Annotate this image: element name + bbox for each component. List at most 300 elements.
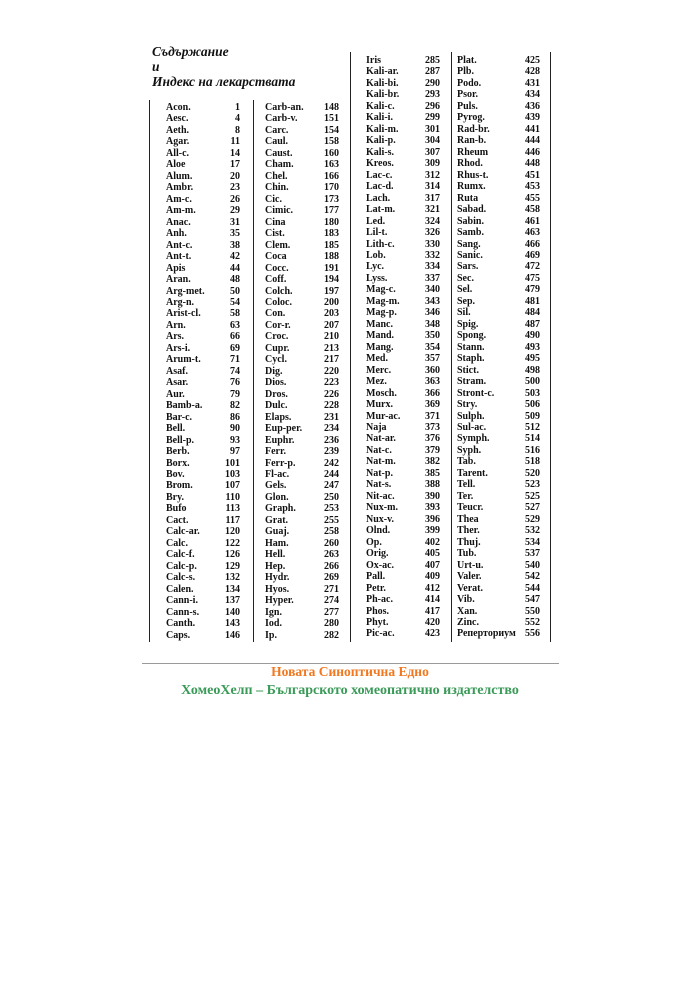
page-number: 490 bbox=[525, 330, 540, 342]
index-row bbox=[166, 515, 240, 526]
page-number: 414 bbox=[425, 594, 440, 606]
page-number: 154 bbox=[324, 124, 339, 136]
page-number: 258 bbox=[324, 526, 339, 538]
page-number: 217 bbox=[324, 354, 339, 366]
remedy-name: Op. bbox=[366, 536, 382, 548]
index-row bbox=[457, 227, 540, 238]
page-number: 357 bbox=[425, 353, 440, 365]
index-row bbox=[457, 468, 540, 479]
remedy-name: Hell. bbox=[265, 549, 286, 561]
index-row bbox=[457, 55, 540, 66]
remedy-name: Arn. bbox=[166, 319, 186, 331]
page-number: 540 bbox=[525, 559, 540, 571]
page-number: 226 bbox=[324, 388, 339, 400]
index-row bbox=[265, 492, 339, 503]
remedy-name: Asaf. bbox=[166, 365, 188, 377]
page-number: 455 bbox=[525, 192, 540, 204]
page-number: 396 bbox=[425, 513, 440, 525]
remedy-name: Stront-c. bbox=[457, 387, 495, 399]
remedy-name: Coff. bbox=[265, 274, 287, 286]
index-row bbox=[265, 125, 339, 136]
page-number: 402 bbox=[425, 536, 440, 548]
page-number: 191 bbox=[324, 262, 339, 274]
index-row bbox=[366, 158, 440, 169]
page-number: 50 bbox=[230, 285, 240, 297]
page-number: 134 bbox=[225, 583, 240, 595]
remedy-name: Cycl. bbox=[265, 354, 287, 366]
remedy-name: Coloc. bbox=[265, 296, 292, 308]
index-row bbox=[457, 216, 540, 227]
remedy-name: Merc. bbox=[366, 364, 392, 376]
page-number: 317 bbox=[425, 192, 440, 204]
page-number: 129 bbox=[225, 560, 240, 572]
index-row bbox=[457, 479, 540, 490]
index-row bbox=[265, 343, 339, 354]
index-row bbox=[166, 412, 240, 423]
page-number: 552 bbox=[525, 616, 540, 628]
remedy-name: Anac. bbox=[166, 216, 191, 228]
index-row bbox=[166, 159, 240, 170]
index-row bbox=[265, 366, 339, 377]
page-number: 506 bbox=[525, 399, 540, 411]
remedy-name: Valer. bbox=[457, 571, 482, 583]
footer-title: Новата Синоптична Едно bbox=[271, 664, 429, 679]
page-number: 8 bbox=[235, 124, 240, 136]
remedy-name: Ant-t. bbox=[166, 251, 192, 263]
page-number: 466 bbox=[525, 238, 540, 250]
page-number: 439 bbox=[525, 112, 540, 124]
page-number: 312 bbox=[425, 169, 440, 181]
index-row bbox=[366, 66, 440, 77]
remedy-name: Acon. bbox=[166, 102, 191, 113]
index-row bbox=[265, 595, 339, 606]
index-row bbox=[265, 503, 339, 514]
page-number: 269 bbox=[324, 572, 339, 584]
remedy-name: Sec. bbox=[457, 272, 474, 284]
index-row bbox=[366, 491, 440, 502]
remedy-name: Puls. bbox=[457, 100, 478, 112]
index-row bbox=[366, 135, 440, 146]
index-row bbox=[166, 469, 240, 480]
page-number: 122 bbox=[225, 537, 240, 549]
remedy-name: Calc. bbox=[166, 537, 188, 549]
index-row bbox=[457, 112, 540, 123]
remedy-name: Cann-s. bbox=[166, 606, 200, 618]
page-number: 101 bbox=[225, 457, 240, 469]
page-number: 453 bbox=[525, 181, 540, 193]
remedy-name: Pall. bbox=[366, 571, 386, 583]
index-column-2 bbox=[265, 102, 339, 641]
remedy-name: Aloe bbox=[166, 159, 186, 171]
index-row bbox=[366, 548, 440, 559]
index-row bbox=[366, 376, 440, 387]
index-row bbox=[366, 296, 440, 307]
index-row bbox=[265, 389, 339, 400]
index-row bbox=[166, 343, 240, 354]
page-number: 417 bbox=[425, 605, 440, 617]
remedy-name: Stann. bbox=[457, 341, 485, 353]
page-number: 42 bbox=[230, 251, 240, 263]
remedy-name: All-c. bbox=[166, 147, 190, 159]
remedy-name: Iris bbox=[366, 55, 381, 66]
page-number: 547 bbox=[525, 594, 540, 606]
remedy-name: Tell. bbox=[457, 479, 476, 491]
remedy-name: Nat-m. bbox=[366, 456, 396, 468]
index-row bbox=[457, 606, 540, 617]
index-row bbox=[457, 617, 540, 628]
index-row bbox=[366, 170, 440, 181]
page-number: 366 bbox=[425, 387, 440, 399]
remedy-name: Tub. bbox=[457, 548, 477, 560]
page-number: 363 bbox=[425, 376, 440, 388]
page-number: 250 bbox=[324, 491, 339, 503]
index-column-1 bbox=[166, 102, 240, 641]
page-number: 354 bbox=[425, 341, 440, 353]
page-number: 213 bbox=[324, 342, 339, 354]
index-row bbox=[166, 400, 240, 411]
page-number: 137 bbox=[225, 595, 240, 607]
page-number: 360 bbox=[425, 364, 440, 376]
page-number: 107 bbox=[225, 480, 240, 492]
page-number: 183 bbox=[324, 228, 339, 240]
remedy-name: Реперториум bbox=[457, 628, 516, 640]
index-row bbox=[366, 101, 440, 112]
remedy-name: Arum-t. bbox=[166, 354, 201, 366]
index-row bbox=[366, 124, 440, 135]
page-number: 346 bbox=[425, 307, 440, 319]
page-number: 529 bbox=[525, 513, 540, 525]
index-row bbox=[366, 445, 440, 456]
remedy-name: Plb. bbox=[457, 66, 474, 78]
remedy-name: Ars-i. bbox=[166, 342, 191, 354]
remedy-name: Aran. bbox=[166, 274, 191, 286]
page-number: 82 bbox=[230, 400, 240, 412]
remedy-name: Ign. bbox=[265, 606, 282, 618]
remedy-name: Hyos. bbox=[265, 583, 290, 595]
index-row bbox=[457, 422, 540, 433]
page-number: 301 bbox=[425, 123, 440, 135]
index-row bbox=[457, 537, 540, 548]
page-number: 314 bbox=[425, 181, 440, 193]
remedy-name: Psor. bbox=[457, 89, 479, 101]
page-number: 425 bbox=[525, 55, 540, 66]
page-number: 140 bbox=[225, 606, 240, 618]
page-number: 409 bbox=[425, 571, 440, 583]
remedy-name: Rhus-t. bbox=[457, 169, 489, 181]
index-row bbox=[457, 502, 540, 513]
remedy-name: Mur-ac. bbox=[366, 410, 401, 422]
page-number: 266 bbox=[324, 560, 339, 572]
index-row bbox=[366, 399, 440, 410]
page-number: 498 bbox=[525, 364, 540, 376]
index-row bbox=[457, 411, 540, 422]
page-number: 210 bbox=[324, 331, 339, 343]
page-number: 332 bbox=[425, 249, 440, 261]
page-number: 35 bbox=[230, 228, 240, 240]
index-row bbox=[366, 433, 440, 444]
page-number: 23 bbox=[230, 182, 240, 194]
page-number: 376 bbox=[425, 433, 440, 445]
index-row bbox=[366, 147, 440, 158]
page-number: 434 bbox=[525, 89, 540, 101]
index-row bbox=[265, 228, 339, 239]
remedy-name: Nat-p. bbox=[366, 467, 393, 479]
index-row bbox=[166, 308, 240, 319]
remedy-name: Lil-t. bbox=[366, 227, 388, 239]
column-divider-left bbox=[149, 100, 150, 642]
index-row bbox=[265, 102, 339, 113]
remedy-name: Ars. bbox=[166, 331, 185, 343]
index-row bbox=[457, 101, 540, 112]
remedy-name: Phyt. bbox=[366, 616, 389, 628]
remedy-name: Pyrog. bbox=[457, 112, 485, 124]
remedy-name: Elaps. bbox=[265, 411, 292, 423]
remedy-name: Am-m. bbox=[166, 205, 196, 217]
remedy-name: Dros. bbox=[265, 388, 288, 400]
index-row bbox=[366, 468, 440, 479]
index-row bbox=[265, 194, 339, 205]
remedy-name: Stram. bbox=[457, 376, 487, 388]
index-row bbox=[265, 412, 339, 423]
page-number: 263 bbox=[324, 549, 339, 561]
remedy-name: Guaj. bbox=[265, 526, 290, 538]
page-number: 479 bbox=[525, 284, 540, 296]
index-row bbox=[366, 55, 440, 66]
remedy-name: Cact. bbox=[166, 514, 189, 526]
page-number: 185 bbox=[324, 239, 339, 251]
index-row bbox=[457, 514, 540, 525]
remedy-name: Urt-u. bbox=[457, 559, 484, 571]
remedy-name: Lob. bbox=[366, 249, 386, 261]
page-number: 309 bbox=[425, 158, 440, 170]
remedy-name: Hydr. bbox=[265, 572, 290, 584]
page-number: 255 bbox=[324, 514, 339, 526]
remedy-name: Mang. bbox=[366, 341, 394, 353]
remedy-name: Carc. bbox=[265, 124, 289, 136]
remedy-name: Tab. bbox=[457, 456, 476, 468]
page-number: 247 bbox=[324, 480, 339, 492]
page-number: 132 bbox=[225, 572, 240, 584]
index-row bbox=[366, 365, 440, 376]
column-divider-2 bbox=[350, 52, 351, 642]
page-number: 379 bbox=[425, 444, 440, 456]
remedy-name: Apis bbox=[166, 262, 186, 274]
page-number: 382 bbox=[425, 456, 440, 468]
remedy-name: Cimic. bbox=[265, 205, 294, 217]
remedy-name: Gels. bbox=[265, 480, 287, 492]
index-row bbox=[366, 353, 440, 364]
remedy-name: Con. bbox=[265, 308, 286, 320]
index-row bbox=[366, 583, 440, 594]
remedy-name: Syph. bbox=[457, 444, 482, 456]
index-row bbox=[366, 456, 440, 467]
index-row bbox=[366, 502, 440, 513]
index-row bbox=[457, 284, 540, 295]
page-number: 512 bbox=[525, 422, 540, 433]
column-divider-right bbox=[550, 52, 551, 642]
page-number: 93 bbox=[230, 434, 240, 446]
index-row bbox=[265, 400, 339, 411]
index-row bbox=[457, 296, 540, 307]
remedy-name: Euphr. bbox=[265, 434, 295, 446]
page-number: 472 bbox=[525, 261, 540, 273]
page-number: 487 bbox=[525, 318, 540, 330]
index-row bbox=[366, 388, 440, 399]
remedy-name: Bell. bbox=[166, 423, 186, 435]
index-row bbox=[265, 423, 339, 434]
page-number: 481 bbox=[525, 295, 540, 307]
page-number: 58 bbox=[230, 308, 240, 320]
index-row bbox=[457, 330, 540, 341]
title-line-1: Съдържание bbox=[152, 44, 229, 59]
page-number: 393 bbox=[425, 502, 440, 514]
index-column-4 bbox=[457, 55, 540, 640]
remedy-name: Kali-br. bbox=[366, 89, 400, 101]
remedy-name: Kali-bi. bbox=[366, 77, 399, 89]
page-number: 231 bbox=[324, 411, 339, 423]
remedy-name: Brom. bbox=[166, 480, 193, 492]
remedy-name: Mez. bbox=[366, 376, 387, 388]
index-row bbox=[166, 630, 240, 641]
remedy-name: Mag-m. bbox=[366, 295, 400, 307]
index-row bbox=[166, 584, 240, 595]
index-row bbox=[366, 216, 440, 227]
page-number: 451 bbox=[525, 169, 540, 181]
page-number: 148 bbox=[324, 102, 339, 113]
remedy-name: Carb-v. bbox=[265, 113, 298, 125]
index-row bbox=[265, 274, 339, 285]
remedy-name: Ip. bbox=[265, 629, 277, 641]
page-number: 54 bbox=[230, 296, 240, 308]
page-number: 120 bbox=[225, 526, 240, 538]
remedy-name: Alum. bbox=[166, 170, 193, 182]
page-number: 423 bbox=[425, 628, 440, 640]
remedy-name: Bell-p. bbox=[166, 434, 195, 446]
index-row bbox=[265, 217, 339, 228]
page-number: 26 bbox=[230, 193, 240, 205]
index-row bbox=[265, 320, 339, 331]
page-number: 17 bbox=[230, 159, 240, 171]
index-row bbox=[166, 125, 240, 136]
remedy-name: Bry. bbox=[166, 491, 185, 503]
index-row bbox=[265, 148, 339, 159]
page-number: 236 bbox=[324, 434, 339, 446]
index-row bbox=[457, 319, 540, 330]
index-row bbox=[166, 595, 240, 606]
remedy-name: Kali-m. bbox=[366, 123, 399, 135]
index-row bbox=[265, 308, 339, 319]
index-row bbox=[166, 618, 240, 629]
page-number: 63 bbox=[230, 319, 240, 331]
page-number: 170 bbox=[324, 182, 339, 194]
remedy-name: Lyss. bbox=[366, 272, 388, 284]
index-row bbox=[457, 342, 540, 353]
page-number: 110 bbox=[225, 491, 240, 503]
index-row bbox=[166, 320, 240, 331]
index-row bbox=[366, 181, 440, 192]
remedy-name: Spong. bbox=[457, 330, 487, 342]
page-number: 390 bbox=[425, 490, 440, 502]
index-row bbox=[457, 388, 540, 399]
remedy-name: Calc-f. bbox=[166, 549, 195, 561]
page-number: 280 bbox=[324, 618, 339, 630]
remedy-name: Kali-c. bbox=[366, 100, 395, 112]
page-number: 469 bbox=[525, 249, 540, 261]
remedy-name: Anh. bbox=[166, 228, 187, 240]
index-row bbox=[166, 113, 240, 124]
index-row bbox=[457, 273, 540, 284]
page-number: 537 bbox=[525, 548, 540, 560]
page-number: 373 bbox=[425, 422, 440, 433]
remedy-name: Chel. bbox=[265, 170, 288, 182]
remedy-name: Glon. bbox=[265, 491, 289, 503]
index-row bbox=[457, 456, 540, 467]
index-row bbox=[265, 526, 339, 537]
remedy-name: Ter. bbox=[457, 490, 474, 502]
remedy-name: Dig. bbox=[265, 365, 283, 377]
index-row bbox=[166, 136, 240, 147]
index-row bbox=[366, 193, 440, 204]
remedy-name: Mosch. bbox=[366, 387, 397, 399]
index-row bbox=[457, 170, 540, 181]
index-row bbox=[265, 561, 339, 572]
index-row bbox=[166, 389, 240, 400]
remedy-name: Ant-c. bbox=[166, 239, 193, 251]
index-row bbox=[457, 78, 540, 89]
remedy-name: Stict. bbox=[457, 364, 479, 376]
page-number: 293 bbox=[425, 89, 440, 101]
index-row bbox=[457, 204, 540, 215]
index-row bbox=[166, 435, 240, 446]
remedy-name: Lyc. bbox=[366, 261, 385, 273]
page-number: 38 bbox=[230, 239, 240, 251]
remedy-name: Cor-r. bbox=[265, 319, 291, 331]
remedy-name: Aesc. bbox=[166, 113, 189, 125]
index-row bbox=[457, 433, 540, 444]
page-number: 86 bbox=[230, 411, 240, 423]
remedy-name: Lith-c. bbox=[366, 238, 395, 250]
index-row bbox=[366, 594, 440, 605]
remedy-name: Bamb-a. bbox=[166, 400, 203, 412]
page-number: 446 bbox=[525, 146, 540, 158]
remedy-name: Hep. bbox=[265, 560, 286, 572]
page-number: 523 bbox=[525, 479, 540, 491]
page-number: 444 bbox=[525, 135, 540, 147]
page-number: 407 bbox=[425, 559, 440, 571]
index-row bbox=[265, 458, 339, 469]
remedy-name: Nux-v. bbox=[366, 513, 395, 525]
index-row bbox=[457, 261, 540, 272]
remedy-name: Cocc. bbox=[265, 262, 289, 274]
index-row bbox=[265, 618, 339, 629]
page-number: 330 bbox=[425, 238, 440, 250]
remedy-name: Sabin. bbox=[457, 215, 484, 227]
page-number: 160 bbox=[324, 147, 339, 159]
page-number: 11 bbox=[230, 136, 240, 148]
page-number: 544 bbox=[525, 582, 540, 594]
page-number: 200 bbox=[324, 296, 339, 308]
page-number: 143 bbox=[225, 618, 240, 630]
page-number: 304 bbox=[425, 135, 440, 147]
index-row bbox=[366, 422, 440, 433]
page-number: 126 bbox=[225, 549, 240, 561]
remedy-name: Sulph. bbox=[457, 410, 485, 422]
remedy-name: Kali-ar. bbox=[366, 66, 399, 78]
page-number: 385 bbox=[425, 467, 440, 479]
page-number: 197 bbox=[324, 285, 339, 297]
index-row bbox=[366, 628, 440, 639]
remedy-name: Caul. bbox=[265, 136, 289, 148]
